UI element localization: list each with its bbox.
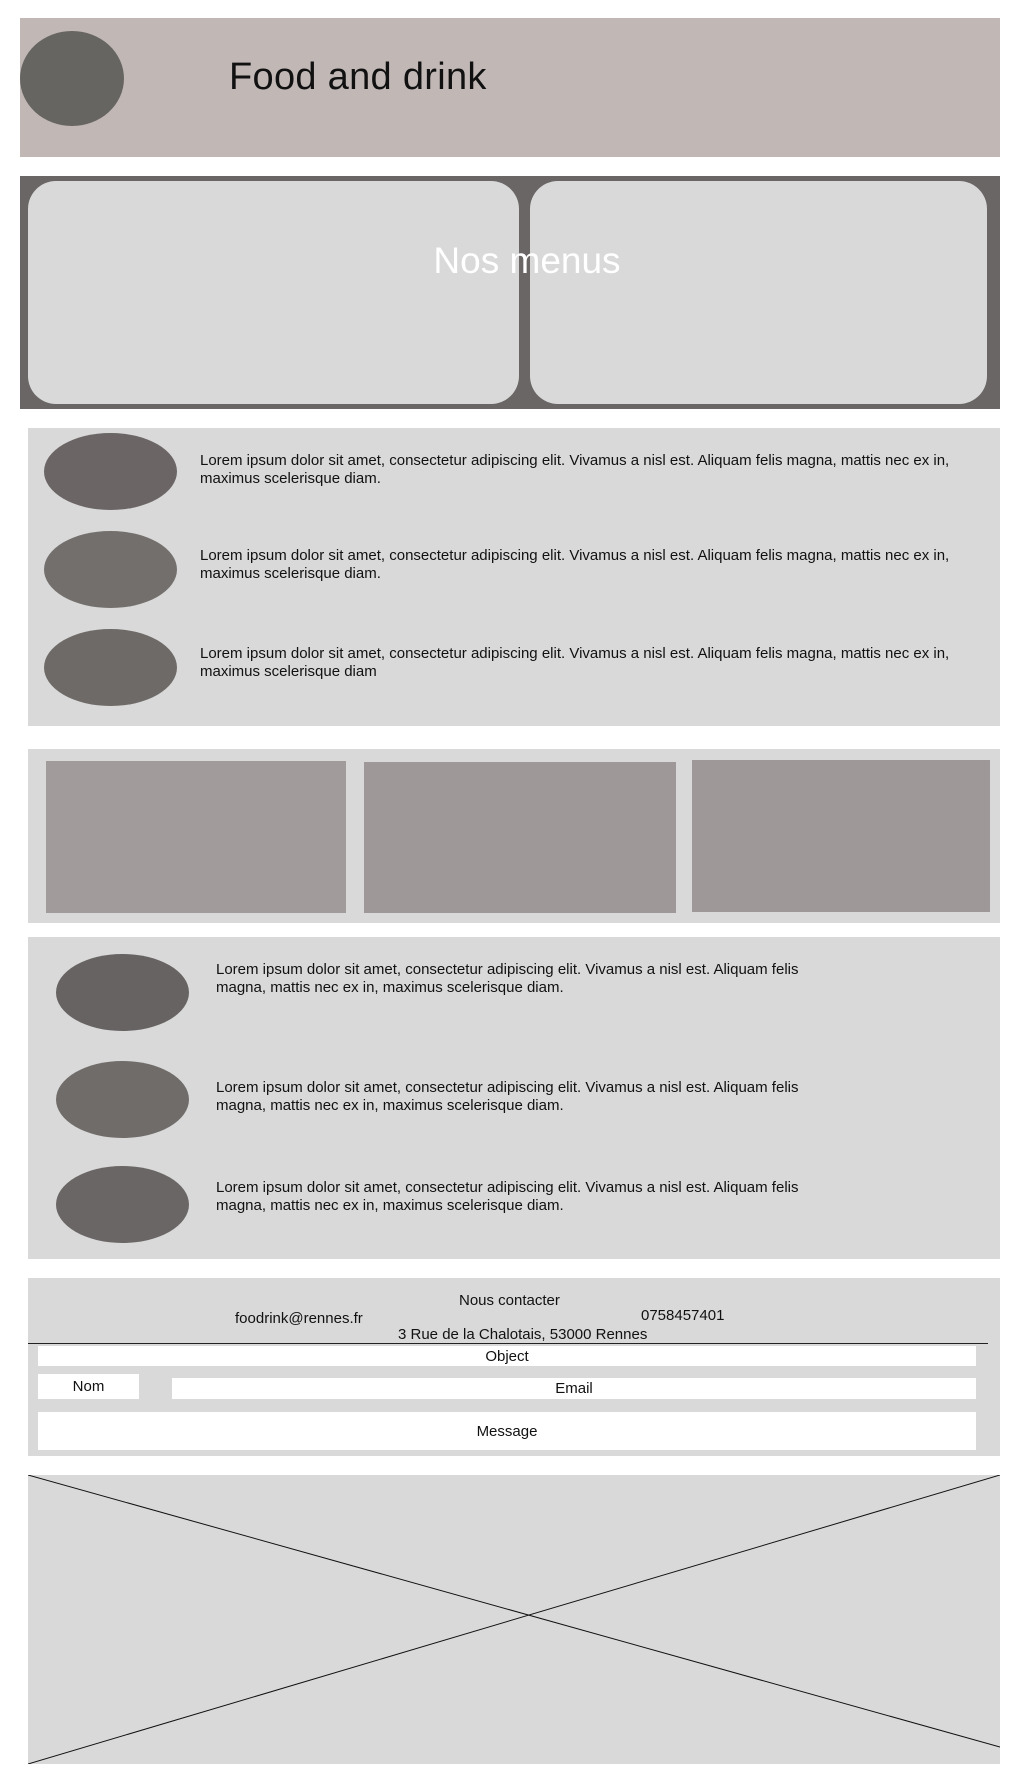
list-item-image — [44, 629, 177, 706]
gallery-photo[interactable] — [364, 762, 676, 913]
gallery-photo[interactable] — [46, 761, 346, 913]
contact-section — [28, 1278, 1000, 1456]
object-field[interactable]: Object — [38, 1346, 976, 1366]
list-item-text: Lorem ipsum dolor sit amet, consectetur adipiscing elit. Vivamus a nisl est. Aliquam felis magna, mattis nec ex in, maximus scelerisque diam — [200, 645, 950, 680]
site-title: Food and drink — [229, 56, 487, 98]
list-item-text: Lorem ipsum dolor sit amet, consectetur adipiscing elit. Vivamus a nisl est. Aliquam felis magna, mattis nec ex in, maximus scelerisque diam. — [216, 1079, 799, 1114]
logo[interactable] — [20, 31, 124, 126]
name-field[interactable]: Nom — [38, 1374, 139, 1399]
menus-section — [20, 176, 1000, 409]
contact-email[interactable]: foodrink@rennes.fr — [235, 1310, 363, 1327]
gallery-photo[interactable] — [692, 760, 990, 912]
contact-divider — [28, 1343, 988, 1344]
email-field[interactable]: Email — [172, 1378, 976, 1399]
message-field[interactable]: Message — [38, 1412, 976, 1450]
contact-address: 3 Rue de la Chalotais, 53000 Rennes — [398, 1326, 648, 1343]
map-placeholder-icon — [28, 1475, 1000, 1764]
site-header — [20, 18, 1000, 157]
list-item-text: Lorem ipsum dolor sit amet, consectetur adipiscing elit. Vivamus a nisl est. Aliquam felis magna, mattis nec ex in, maximus scelerisque diam. — [216, 1179, 799, 1214]
list-item-text: Lorem ipsum dolor sit amet, consectetur adipiscing elit. Vivamus a nisl est. Aliquam felis magna, mattis nec ex in, maximus scelerisque diam. — [200, 547, 950, 582]
photo-gallery — [28, 749, 1000, 923]
feature-list-one — [28, 428, 1000, 726]
list-item-text: Lorem ipsum dolor sit amet, consectetur adipiscing elit. Vivamus a nisl est. Aliquam felis magna, mattis nec ex in, maximus scelerisque diam. — [216, 961, 799, 996]
contact-title: Nous contacter — [459, 1292, 560, 1309]
menu-card-left[interactable] — [28, 181, 519, 404]
feature-list-two — [28, 937, 1000, 1259]
menus-title: Nos menus — [433, 240, 621, 281]
menu-card-right[interactable] — [530, 181, 987, 404]
list-item-image — [56, 1166, 189, 1243]
list-item-image — [56, 1061, 189, 1138]
list-item-text: Lorem ipsum dolor sit amet, consectetur adipiscing elit. Vivamus a nisl est. Aliquam felis magna, mattis nec ex in, maximus scelerisque diam. — [200, 452, 950, 487]
list-item-image — [56, 954, 189, 1031]
list-item-image — [44, 433, 177, 510]
contact-phone[interactable]: 0758457401 — [641, 1307, 725, 1324]
map-placeholder[interactable] — [28, 1475, 1000, 1764]
list-item-image — [44, 531, 177, 608]
